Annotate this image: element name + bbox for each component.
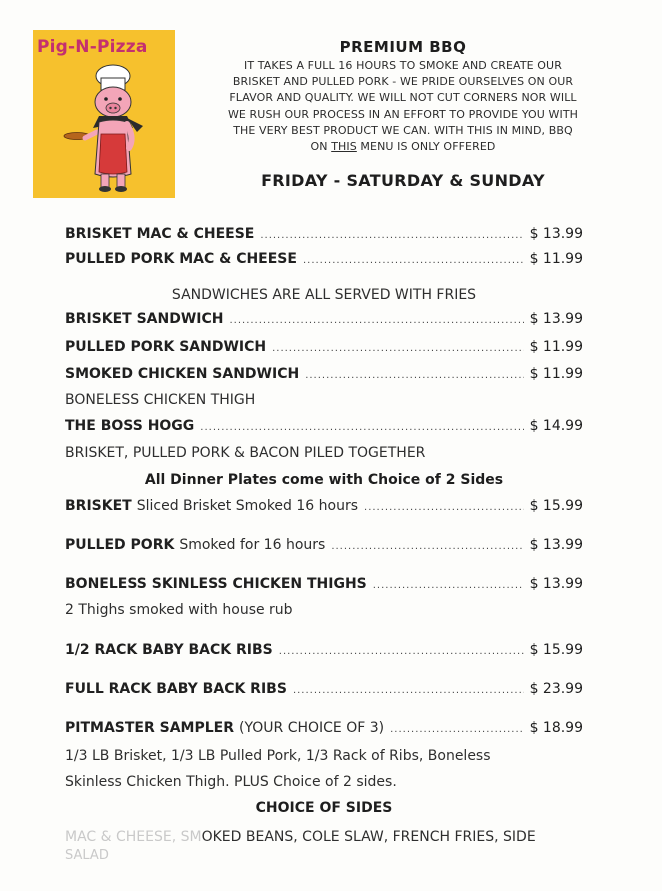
item-leader-dots (293, 685, 524, 696)
header-line: WE RUSH OUR PROCESS IN AN EFFORT TO PROVIDE YOU WITH (227, 107, 579, 121)
item-leader-dots (260, 230, 523, 241)
item-price: $ 13.99 (529, 226, 583, 242)
sandwich-note: SANDWICHES ARE ALL SERVED WITH FRIES (171, 287, 477, 303)
item-price: $ 11.99 (529, 366, 583, 382)
item-leader-dots (364, 502, 524, 513)
item-leader-dots (303, 255, 524, 266)
item-leader-dots (305, 370, 523, 381)
item-note: BONELESS CHICKEN THIGH (65, 392, 256, 408)
menu-item (65, 226, 583, 248)
header-line: FLAVOR AND QUALITY. WE WILL NOT CUT CORNERS NOR WILL (229, 91, 577, 105)
menu-item (65, 366, 583, 388)
header-line: THE VERY BEST PRODUCT WE CAN. WITH THIS IN MIND, BBQ (233, 123, 573, 137)
header-title: PREMIUM BBQ (339, 38, 467, 56)
menu-item (65, 311, 583, 333)
menu-item (65, 681, 583, 703)
item-name: 1/2 RACK BABY BACK RIBS (65, 642, 273, 658)
item-name: BRISKET (65, 498, 132, 514)
item-name: BONELESS SKINLESS CHICKEN THIGHS (65, 576, 367, 592)
menu-item (65, 642, 583, 664)
item-description: (YOUR CHOICE OF 3) (239, 720, 385, 736)
header-description (198, 58, 608, 155)
logo-text: Pig-N-Pizza (37, 37, 148, 57)
item-price: $ 15.99 (529, 498, 583, 514)
item-leader-dots (279, 646, 524, 657)
menu-item (65, 251, 583, 273)
item-leader-dots (272, 343, 523, 354)
item-leader-dots (390, 724, 523, 735)
item-note: 2 Thighs smoked with house rub (65, 602, 293, 618)
item-note: BRISKET, PULLED PORK & BACON PILED TOGETHER (65, 445, 426, 461)
item-price: $ 13.99 (529, 311, 583, 327)
sides-faded-text: MAC & CHEESE, SM (65, 829, 202, 845)
sides-title: CHOICE OF SIDES (255, 800, 393, 816)
header-line: IT TAKES A FULL 16 HOURS TO SMOKE AND CREATE OUR (244, 59, 562, 72)
menu-item (65, 418, 583, 440)
item-name: THE BOSS HOGG (65, 418, 195, 434)
menu-item (65, 339, 583, 361)
item-leader-dots (200, 422, 523, 433)
menu-item (65, 537, 583, 559)
header-line (198, 139, 608, 155)
item-price: $ 11.99 (529, 339, 583, 355)
header-last-pre: ON (310, 140, 332, 154)
item-name: PULLED PORK (65, 537, 175, 553)
item-name: FULL RACK BABY BACK RIBS (65, 681, 287, 697)
dinner-plates-note: All Dinner Plates come with Choice of 2 Sides (144, 472, 504, 488)
item-price: $ 11.99 (529, 251, 583, 267)
header-line: BRISKET AND PULLED PORK - WE PRIDE OURSELVES ON OUR (232, 75, 574, 89)
item-name: PULLED PORK SANDWICH (65, 339, 267, 355)
item-price: $ 23.99 (529, 681, 583, 697)
sides-list (65, 829, 536, 845)
item-name: PULLED PORK MAC & CHEESE (65, 251, 297, 267)
item-leader-dots (229, 315, 523, 326)
menu-item (65, 576, 583, 598)
item-price: $ 14.99 (529, 418, 583, 434)
sides-list-line2: SALAD (65, 848, 109, 863)
sides-text: OKED BEANS, COLE SLAW, FRENCH FRIES, SIDE (201, 829, 536, 845)
item-note: Skinless Chicken Thigh. PLUS Choice of 2 sides. (65, 774, 397, 790)
item-price: $ 15.99 (529, 642, 583, 658)
item-name: PITMASTER SAMPLER (65, 720, 235, 736)
header-days: FRIDAY - SATURDAY & SUNDAY (261, 171, 545, 190)
restaurant-logo (33, 30, 175, 198)
menu-item (65, 720, 583, 742)
pig-chef-icon (63, 62, 163, 194)
header-last-post: MENU IS ONLY OFFERED (356, 140, 496, 154)
item-name: BRISKET MAC & CHEESE (65, 226, 255, 242)
item-leader-dots (331, 541, 523, 552)
item-price: $ 13.99 (529, 576, 583, 592)
item-name: BRISKET SANDWICH (65, 311, 224, 327)
menu-item (65, 498, 583, 520)
item-price: $ 18.99 (529, 720, 583, 736)
item-leader-dots (373, 580, 524, 591)
header-last-emph: THIS (331, 140, 357, 154)
item-description: Smoked for 16 hours (179, 537, 326, 553)
item-note: 1/3 LB Brisket, 1/3 LB Pulled Pork, 1/3 Rack of Ribs, Boneless (65, 748, 491, 764)
item-description: Sliced Brisket Smoked 16 hours (136, 498, 359, 514)
item-name: SMOKED CHICKEN SANDWICH (65, 366, 300, 382)
item-price: $ 13.99 (529, 537, 583, 553)
